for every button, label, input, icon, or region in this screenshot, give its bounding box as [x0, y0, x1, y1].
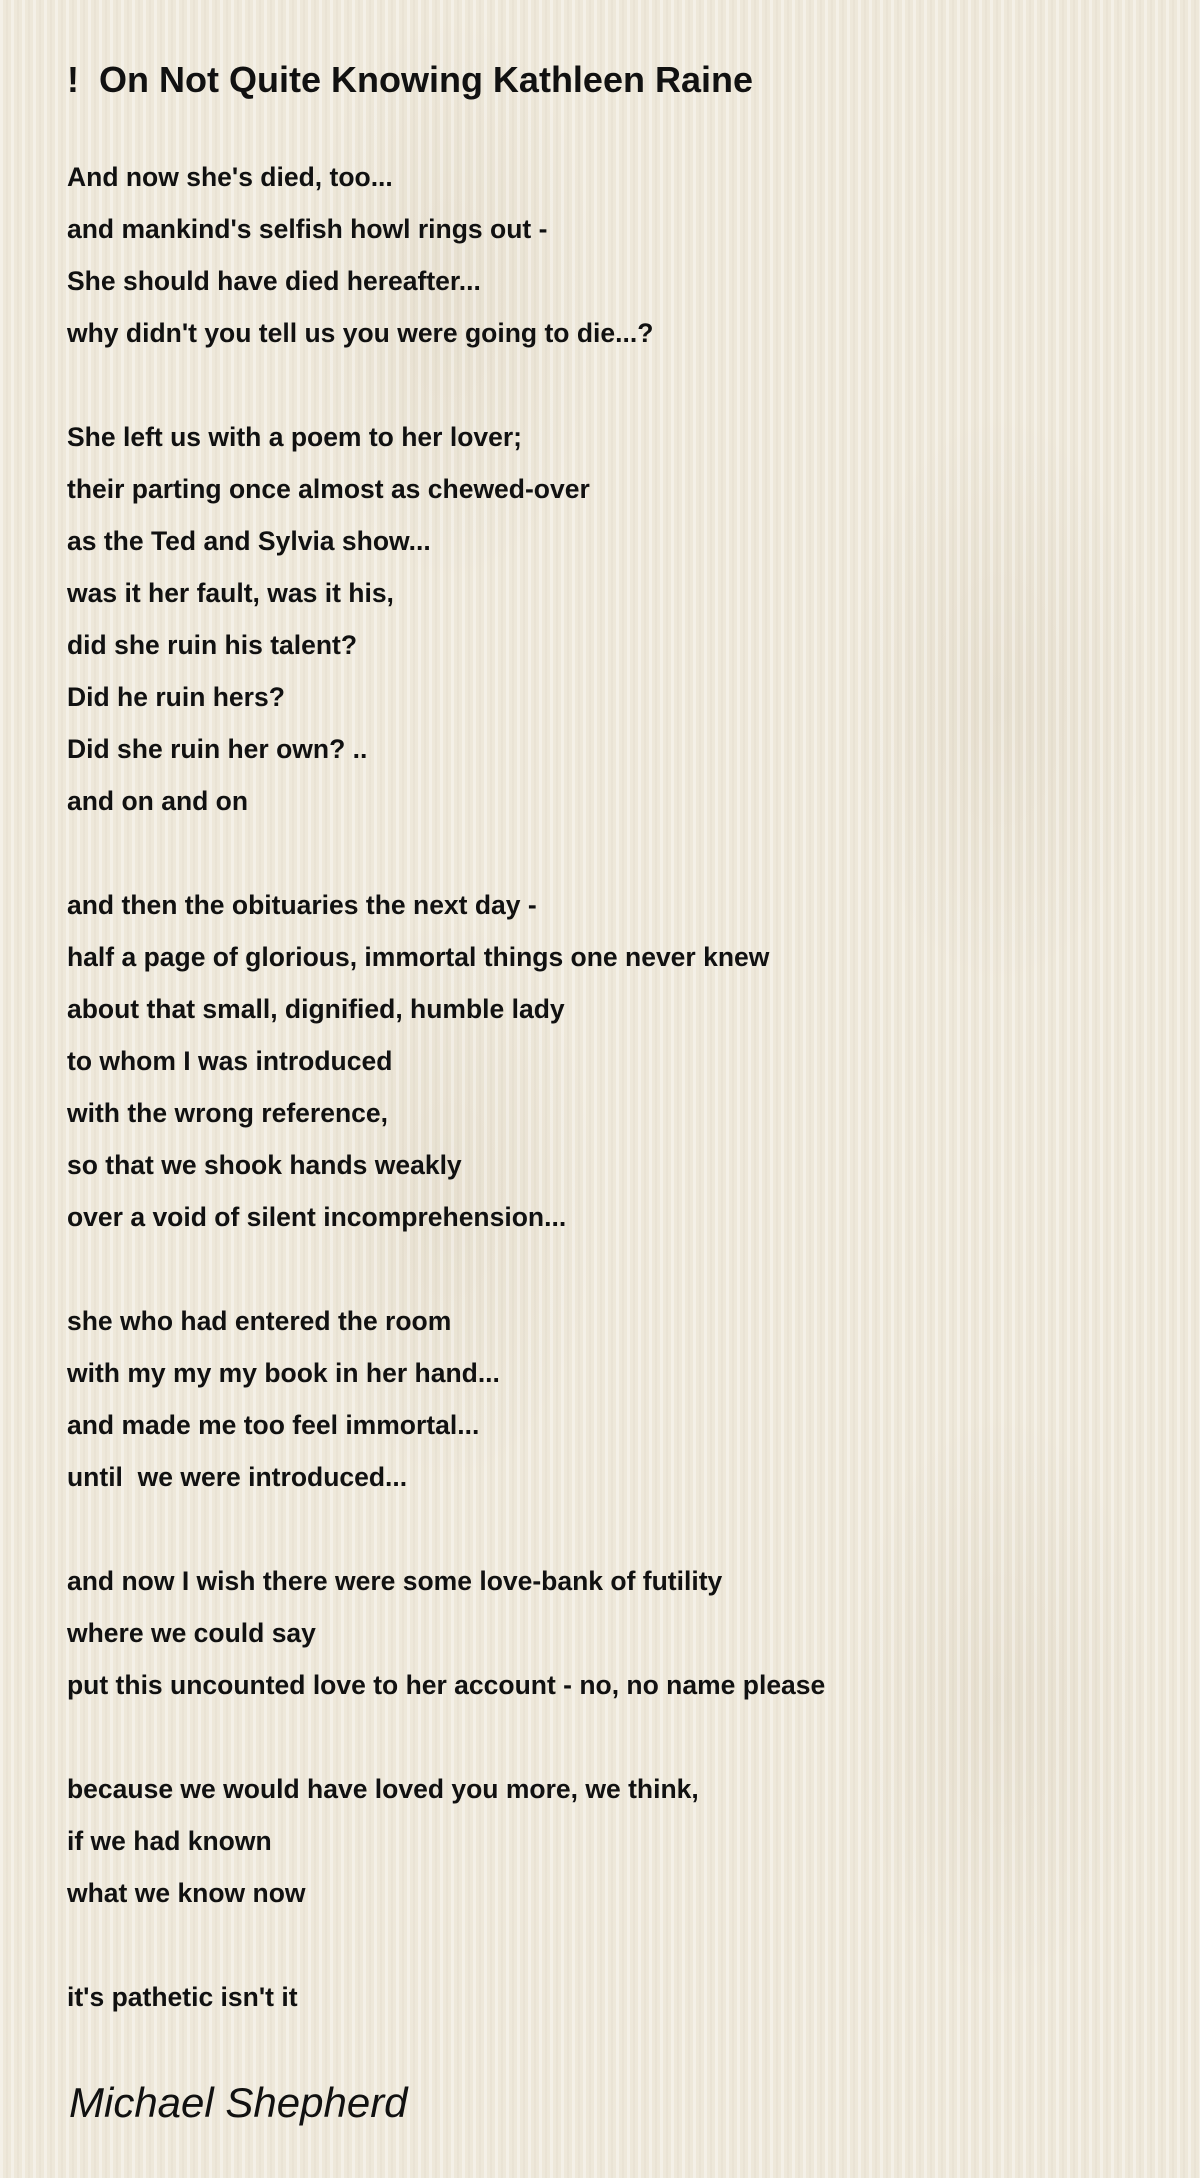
poem-line: Did he ruin hers? — [67, 682, 285, 712]
poem-line: half a page of glorious, immortal things one never knew — [67, 942, 770, 972]
poem-line: their parting once almost as chewed-over — [67, 474, 590, 504]
poem-line: and on and on — [67, 786, 249, 816]
poem-line: it's pathetic isn't it — [67, 1982, 298, 2012]
poem-title: ! On Not Quite Knowing Kathleen Raine — [67, 59, 754, 100]
poem-body — [67, 151, 825, 2075]
poem-line: if we had known — [67, 1826, 272, 1856]
poem-stanza — [67, 411, 825, 827]
poem-line: was it her fault, was it his, — [67, 578, 394, 608]
poem-line: where we could say — [67, 1618, 316, 1648]
poem-line: Did she ruin her own? .. — [67, 734, 368, 764]
poem-stanza — [67, 1971, 825, 2023]
poem-line: what we know now — [67, 1878, 306, 1908]
poem-line: she who had entered the room — [67, 1306, 452, 1336]
poem-line: put this uncounted love to her account - no, no name please — [67, 1670, 826, 1700]
poem-line: about that small, dignified, humble lady — [67, 994, 565, 1024]
poem-line: And now she's died, too... — [67, 162, 393, 192]
poem-author: Michael Shepherd — [69, 2079, 408, 2126]
poem-line: so that we shook hands weakly — [67, 1150, 462, 1180]
poem-line: did she ruin his talent? — [67, 630, 358, 660]
poem-line: over a void of silent incomprehension... — [67, 1202, 567, 1232]
poem-stanza — [67, 1763, 825, 1919]
poem-stanza — [67, 879, 825, 1243]
poem-line: with the wrong reference, — [67, 1098, 389, 1128]
poem-line: because we would have loved you more, we think, — [67, 1774, 699, 1804]
poem-line: She left us with a poem to her lover; — [67, 422, 522, 452]
poem-line: until we were introduced... — [67, 1462, 408, 1492]
poem-line: with my my my book in her hand... — [67, 1358, 500, 1388]
poem-line: why didn't you tell us you were going to die...? — [67, 318, 654, 348]
poem-line: to whom I was introduced — [67, 1046, 393, 1076]
poem-stanza — [67, 1295, 825, 1503]
poem-stanza — [67, 151, 825, 359]
poem-stanza — [67, 1555, 825, 1711]
poem-line: She should have died hereafter... — [67, 266, 481, 296]
poem-line: and made me too feel immortal... — [67, 1410, 480, 1440]
poem-line: and mankind's selfish howl rings out - — [67, 214, 548, 244]
poem-line: and then the obituaries the next day - — [67, 890, 537, 920]
poem-line: as the Ted and Sylvia show... — [67, 526, 431, 556]
poem-line: and now I wish there were some love-bank of futility — [67, 1566, 723, 1596]
